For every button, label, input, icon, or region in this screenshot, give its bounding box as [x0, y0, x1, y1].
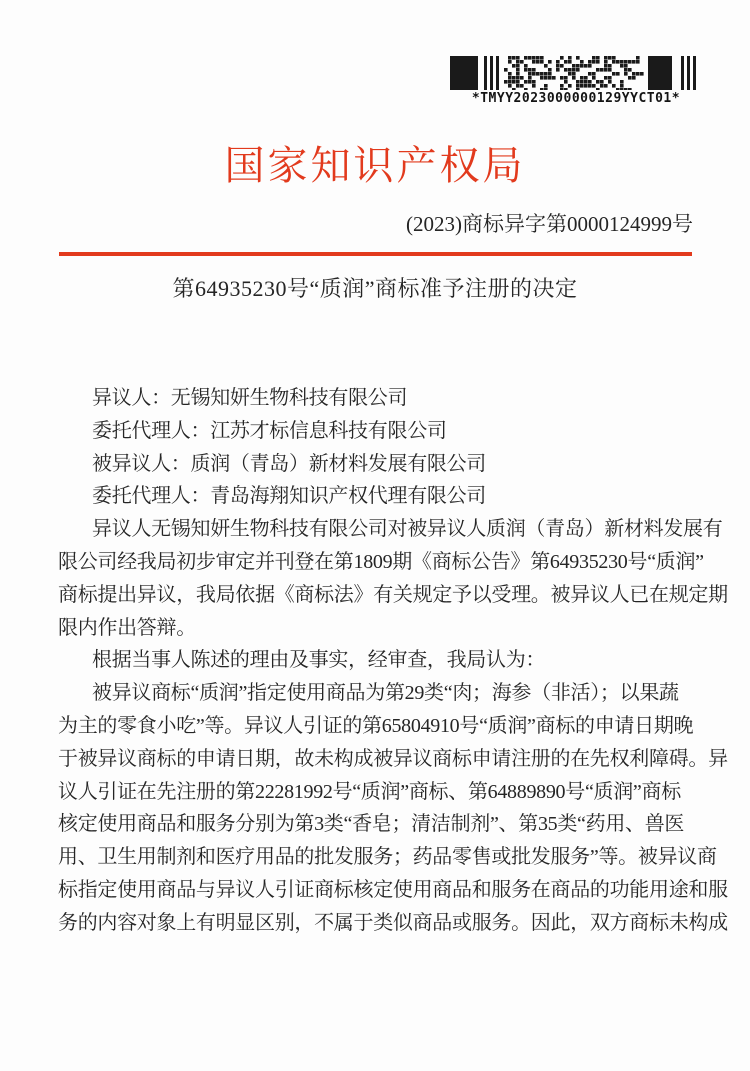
party-line: 异议人：无锡知妍生物科技有限公司: [92, 387, 408, 409]
body-line: 根据当事人陈述的理由及事实，经审查，我局认为：: [92, 649, 546, 672]
body-line: 于被异议商标的申请日期，故未构成被异议商标申请注册的在先权利障碍。异: [58, 747, 728, 770]
barcode-text: *TMYY2023000000129YYCT01*: [471, 91, 681, 106]
party-line: 被异议人：质润（青岛）新材料发展有限公司: [92, 452, 486, 475]
barcode-image: [450, 56, 703, 90]
body-line: 为主的零食小吃”等。异议人引证的第65804910号“质润”商标的申请日期晚: [58, 714, 694, 737]
body-line: 商标提出异议，我局依据《商标法》有关规定予以受理。被异议人已在规定期: [58, 583, 728, 606]
document-body: [58, 382, 728, 940]
red-divider-rule: [59, 252, 692, 256]
decision-heading: 第64935230号“质润”商标准予注册的决定: [172, 276, 578, 301]
body-line: 务的内容对象上有明显区别，不属于类似商品或服务。因此，双方商标未构成: [58, 911, 728, 934]
issuer-title: 国家知识产权局: [224, 143, 526, 188]
body-line: 标指定使用商品与异议人引证商标核定使用商品和服务在商品的功能用途和服: [58, 878, 728, 901]
body-line: 核定使用商品和服务分别为第3类“香皂；清洁制剂”、第35类“药用、兽医: [58, 813, 685, 836]
party-line: 委托代理人：青岛海翔知识产权代理有限公司: [92, 485, 486, 508]
body-line: 限公司经我局初步审定并刊登在第1809期《商标公告》第64935230号“质润”: [58, 550, 704, 573]
body-line: 异议人无锡知妍生物科技有限公司对被异议人质润（青岛）新材料发展有: [92, 518, 723, 541]
body-line: 被异议商标“质润”指定使用商品为第29类“肉；海参（非活）；以果蔬: [92, 682, 679, 705]
barcode-block: [447, 56, 705, 106]
body-line: 议人引证在先注册的第22281992号“质润”商标、第64889890号“质润”商标: [58, 780, 681, 803]
party-line: 委托代理人：江苏才标信息科技有限公司: [92, 419, 447, 442]
body-line: 用、卫生用制剂和医疗用品的批发服务；药品零售或批发服务”等。被异议商: [58, 846, 717, 869]
body-line: 限内作出答辩。: [58, 616, 196, 639]
document-number: (2023)商标异字第0000124999号: [406, 212, 693, 236]
